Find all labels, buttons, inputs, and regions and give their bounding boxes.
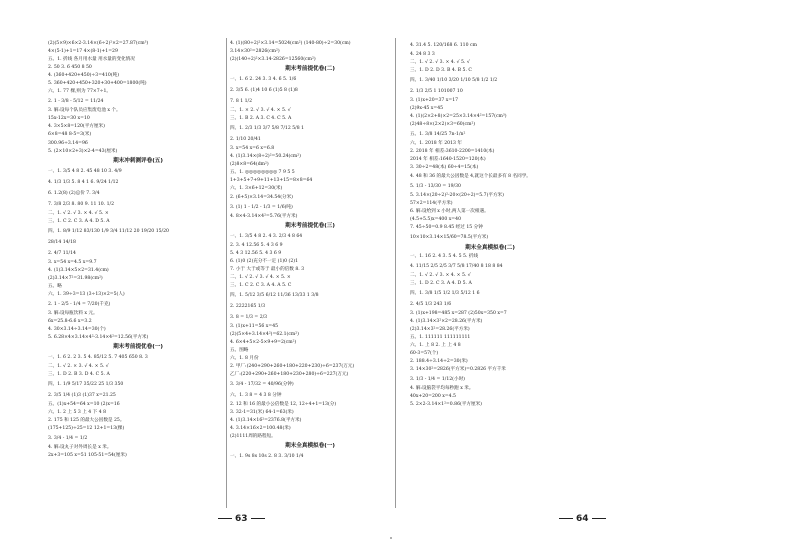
answer-line: 3. (1)x+198=485 x=287 (2)50x=350 x=7 [410, 310, 507, 316]
answer-line: 7. 8 1 1/2 [230, 99, 253, 105]
answer-line: 2. (6+5)×3.14=34.54(分米) [230, 194, 293, 200]
answer-line: 4. (1)3.14×5×2=31.4(cm) [48, 267, 109, 273]
answer-line: 2. 175 和 125 的最大公因数是 25。 [48, 418, 125, 424]
answer-line: 2014 年 相差:1640-1520=120(本) [410, 157, 486, 163]
answer-line: 二、1. √ 2. √ 3. × 4. √ 5. √ [410, 60, 470, 66]
answer-line: 4. 31.4 5. 120/168 6. 110 cm [410, 43, 477, 48]
answer-line: 六、1. 77 棵,则为 77×7÷1。 [48, 89, 112, 95]
answer-line: (2)48÷8×(2×2)×3=60(cm²) [410, 122, 476, 128]
answer-line: 五、1. 折线 各月用水量 用水量的变化情况 [48, 57, 135, 63]
page-number-right [556, 514, 609, 524]
answer-line: 4. (1)(80÷2)²×3.14=5024(cm²) (140-80)÷2=30(cm) [230, 41, 351, 46]
answer-line: 4. 3.14×16×2=100.48(米) [230, 426, 291, 432]
answer-line: 2. 甲厂:(240+290+260+180+220+230)÷6=237(万元) [230, 364, 355, 370]
answer-line: 3. 30÷2=48(本) 60÷4=15(本) [410, 165, 479, 171]
answer-line: 5. 4 3 12.56 5. 4 3 6 9 [230, 250, 282, 256]
answer-line: 57×2=114(平方米) [410, 200, 453, 206]
answer-line: 2. 3. 4 12.56 5. 4 3 6 9 [230, 242, 283, 248]
answer-line: 二、1. √ 2. × 3. √ 4. × 5. √ [48, 364, 109, 370]
answer-line: 7. 小于 大于或等于 最小的倍数 8. 3 [230, 266, 305, 272]
section-heading: 期末冲刺测评卷(五) [113, 157, 163, 164]
answer-line: 5. (2×10×2+3)×2-4=43(厘米) [48, 148, 118, 154]
answer-line: 4×(5-1)+1=17 4×(8-1)+1=29 [48, 49, 118, 55]
answer-line: 4. (1)3.14×3²×2=28.26(平方米) [410, 318, 483, 324]
answer-line: 4. 3×5×8=120(平方厘米) [48, 124, 105, 130]
answer-column-middle [230, 40, 390, 462]
answer-line: 1+3+5+7+9+11+13+15=8×8=64 [230, 178, 313, 184]
answer-line: 四、1. 1/9 5/17 35/22 25 1/3 350 [48, 382, 124, 388]
answer-line: 2. 1/3 2/5 1 101007 10 [410, 89, 463, 95]
answer-line: 4. 6×4+5×2-5×9+9=2(cm²) [230, 339, 297, 345]
answer-line: (2)1111周的路程短。 [230, 434, 276, 440]
answer-line: 三、1. B 2. A 3. C 4. C 5. A [230, 116, 292, 122]
answer-line: 2. 1 - 3/8 - 5/12 = 11/24 [48, 99, 104, 105]
answer-line: 四、1. 3/8 1/5 1/2 1/3 5/12 1 6 [410, 290, 480, 296]
answer-line: 4. 解:设脑袋平均每秒跑 x 米。 [410, 386, 474, 392]
answer-line: 2. 4/5 1/3 243 1/6 [410, 301, 452, 307]
answer-line: 4. (360+420+450)÷3=410(吨) [48, 73, 119, 79]
section-heading: 期末考前提优卷(三) [285, 222, 335, 229]
answer-line: 二、1. × 2. √ 3. √ 4. × 5. √ [230, 108, 291, 114]
answer-line: 5. 2×2-3.14×1²=0.86(平方厘米) [410, 402, 482, 408]
answer-line: 3. 14×30²=2826(平方米)=0.2826 平方千米 [410, 367, 506, 373]
answer-line: 三、1. C 2. C 3. A 4. A 5. C [230, 282, 292, 288]
answer-line: (2)(140÷2)²×3.14-2826=12560(cm²) [230, 57, 316, 63]
answer-line: (2)3.14×7²=31.98(cm²) [48, 275, 103, 281]
column-divider [226, 38, 227, 508]
answer-line: 一、1. 3/5 4 8 2. 4 3. 2/3 4 8 64 [230, 233, 303, 239]
answer-line: 6×8=48 8-5=3(米) [48, 132, 92, 138]
answer-line: 2. 4/7 11/14 [48, 250, 76, 256]
answer-line: 六、1. 39÷3=13 (3÷13)×2=5(人) [48, 291, 125, 297]
binding-dot [390, 537, 392, 539]
answer-line: 3. 解:设每个队员应集废电池 x 个。 [48, 108, 121, 114]
answer-line: 3. x=54 x=4.5 x=9.7 [48, 259, 97, 265]
answer-line: 60-3=57(个) [410, 351, 439, 357]
page-number-left [215, 514, 268, 524]
answer-line: 6. 解:设给到 x 小时,两人第一次相遇。 [410, 208, 489, 214]
answer-line: 5. 6.28×4×3.14×4²-3.14×4²=12.56(平方米) [48, 335, 149, 341]
answer-line: 3. 1/3 - 1/4 = 1/12(小时) [410, 377, 465, 383]
answer-line: 六、1. 3 8 = 4 3 8 分钟 [230, 393, 282, 399]
answer-line: 4. 解:设丸子对外周长是 x 米。 [48, 445, 112, 451]
answer-line: (2)(5×9)×6×2-3.14×(6÷2)²×2=27.87(cm³) [48, 41, 149, 46]
answer-line: 6. 1.2(8) (2)总价 7. 3/4 [48, 190, 100, 196]
answer-line: 2. 3/5 6. (1)4 10 6 (1)5 8 (1)8 [230, 88, 298, 94]
answer-line: 三、1. D 2. B 3. D 4. C 5. A [48, 372, 110, 378]
answer-line: 一、1. 6 2. 2 3. 5 4. 85/12 5. 7 405 650 8. 3 [48, 355, 148, 361]
answer-line: 二、1. √ 2. √ 3. × 4. √ 5. × [48, 210, 109, 216]
answer-line: 五、图略 [230, 348, 249, 354]
answer-line: 六、1. 上 8 2. 上 上 4 8 [410, 343, 461, 349]
answer-line: 4. 8×4-3.14×4²=5.76(平方米) [230, 213, 298, 219]
answer-line: 10×10×3.14×15/60=78.5(平方米) [410, 234, 489, 240]
answer-line: 6x=25.8-6.6 x=3.2 [48, 318, 92, 324]
answer-line: 5. 1/3 - 13/30 = 19/30 [410, 183, 461, 189]
answer-line: 六、1. 2018 年 2013 年 [410, 141, 462, 147]
answer-line: 一、1. 6 2. 24 3. 3 4. 6 5. 1/6 [230, 77, 297, 83]
answer-line: 2. 2018 年 相差:3610-2200=1410(本) [410, 149, 495, 155]
section-heading: 期末考前提优卷(二) [285, 66, 335, 73]
answer-line: 4. 30×3.14÷3.14=30(个) [48, 327, 106, 333]
answer-line: 四、1. 8/9 1/12 83/130 1/9 3/4 11/12 20 19/20 15/20 [48, 228, 169, 234]
answer-line: 3. 解:设每瓶饮料 x 元。 [48, 310, 98, 316]
answer-line: 五、(1)x+54=64 x=10 (2)x=16 [48, 402, 120, 408]
answer-line: 四、1. 2/3 1/3 3/7 5/8 7/12 5/8 1 [230, 126, 304, 132]
answer-line: 2. 2222165 1/3 [230, 303, 266, 309]
section-heading: 期末考前提优卷(一) [113, 344, 163, 351]
answer-line: 300.96÷3.14=96 [48, 140, 88, 146]
answer-line: 三、1. C 2. C 3. A 4. D 5. A [48, 218, 110, 224]
answer-line: 3. 3/4 - 1/4 = 1/2 [48, 436, 88, 442]
page-number-value: 64 [576, 514, 589, 524]
answer-line: 4. (1)(2×2+8)×2=25×3.14×4²=157(cm³) [410, 114, 507, 120]
answer-line: 2. 3/5 1/4 (1)3 (1)37 x=21.25 [48, 393, 116, 399]
answer-line: 5. 3.14×(20÷2)²-20×(20÷2)=5.7(平方米) [410, 192, 504, 198]
answer-line: 4. 48 和 36 的最大公因数是 4,就这个长最多有 8 名同学。 [410, 173, 531, 179]
answer-line: 4. 1/3 1/3 5. 8 4 1 6. 9/24 1/12 [48, 179, 119, 185]
answer-line: 一、1. 9s 8s 10s 2. 8 3. 3/10 1/4 [230, 454, 304, 460]
answer-line: 3. 8 = 1/3 = 2/3 [230, 314, 268, 320]
answer-line: (2)(5×4+3.14×4²)=62.1(cm²) [230, 331, 299, 337]
answer-line: 3.14×30²=2826(cm²) [230, 49, 280, 55]
answer-line: 五、略 [48, 283, 62, 289]
answer-line: 7. 3/8 2/3 8. 80 9. 11 10. 1/2 [48, 201, 115, 207]
answer-line: (4.5+5.5)x=400 x=40 [410, 216, 461, 222]
answer-line: 乙厂:(220+290+260+180+230+280)÷6=227(万元) [230, 372, 349, 378]
answer-line: 2. 12 和 16 的最小公倍数是 12, 12÷4+1=13(分) [230, 402, 337, 408]
answer-line: (175+125)÷25=12 12+1=13(棵) [48, 426, 125, 432]
answer-line: 28/14 14/18 [48, 239, 76, 245]
answer-line: 15x-12x=30 x=10 [48, 116, 90, 122]
column-divider [395, 38, 396, 508]
answer-line: (2)8×8=64(dm²) [230, 162, 269, 168]
answer-line: 二、1. √ 2. √ 3. × 4. × 5. √ [410, 272, 471, 278]
answer-line: 6. (1)0 (2)充分不一定 (1)0 (2)1 [230, 258, 298, 264]
section-heading: 期末全真模拟卷(二) [465, 244, 515, 251]
answer-line: 六、1. 8 月份 [230, 356, 259, 362]
answer-line: 7. 45÷50=0.9 8.45 经过 15 分钟 [410, 224, 483, 230]
answer-column-left [48, 40, 228, 461]
answer-line: 4. (1)3.14×16²=2376.8(平方米) [230, 418, 302, 424]
answer-line: 3. (1) 1 - 1/2 - 1/3 = 1/6(吨) [230, 204, 293, 210]
answer-line: 4. 24 8 3 3 [410, 52, 435, 57]
answer-line: 2. 1/10 20/41 [230, 137, 261, 143]
answer-line: 3. 3/4 - 17/32 = 40/96(分钟) [230, 382, 294, 388]
answer-line: 2. 1 - 2/5 - 1/4 = 7/20(千克) [48, 301, 111, 307]
answer-line: 三、1. D 2. D 3. B 4. B 5. C [410, 68, 472, 74]
answer-line: 4. (1)3.14×(8÷2)²=50.24(cm²) [230, 154, 301, 160]
answer-line: 3. x=54 x=6 x=6.8 [230, 146, 275, 152]
answer-line: 五、1. ◎◎◎◎◎◎◎◎ 7 9 5 5 [230, 170, 295, 176]
answer-line: 二、1. √ 2. √ 3. √ 4. × 5. × [230, 274, 291, 280]
answer-line: 六、1. 2 上 5 3 上 4 下 4 8 [48, 410, 107, 416]
answer-line: 4. 11/15 2/5 2/5 3/7 5/8 17/40 8 18 8 84 [410, 263, 503, 269]
section-heading: 期末全真模拟卷(一) [285, 443, 335, 450]
answer-line: 3. (1)x+11=56 x=45 [230, 323, 279, 329]
answer-line: 2. 188.4÷3.14÷2=30(米) [410, 359, 468, 365]
answer-line: (2)9x-45 x=45 [410, 106, 444, 112]
answer-line: 四、1. 5/12 3/5 6/12 11/36 13/33 1 3/8 [230, 292, 319, 298]
answer-line: 2x+3=105 x=51 105-51=54(厘米) [48, 453, 127, 459]
answer-line: 3. (1)x+20=37 x=17 [410, 98, 459, 104]
answer-line: 四、1. 3/40 1/10 3/20 1/10 5/8 1/2 1/2 [410, 78, 498, 84]
answer-line: 40x+20=200 x=4.5 [410, 394, 456, 400]
answer-line: 一、1. 3/5 4 8 2. 45 48 10 3. 4/9 [48, 168, 122, 174]
answer-line: 一、1. 16 2. 4 3. 5 4. 5 5. 折线 [410, 253, 479, 259]
answer-line: 3. 32-1=31(米) 64-1=63(米) [230, 410, 294, 416]
answer-line: (2)3.14×3²=28.26(平方米) [410, 327, 470, 333]
page-number-value: 63 [235, 514, 248, 524]
answer-line: 5. 360+420+450+320+30+400=1800(吨) [48, 81, 147, 87]
answer-line: 六、1. 3×6+12=30(米) [230, 186, 283, 192]
answer-line: 2. 50 3. 6 450 8 50 [48, 65, 92, 71]
answer-column-right [410, 40, 570, 409]
answer-line: 三、1. D 2. C 3. A 4. D 5. A [410, 280, 472, 286]
answer-line: 五、1. 111111 111111111 [410, 335, 471, 341]
answer-line: 五、1. 3/8 14/25 7n-1/n² [410, 132, 466, 138]
